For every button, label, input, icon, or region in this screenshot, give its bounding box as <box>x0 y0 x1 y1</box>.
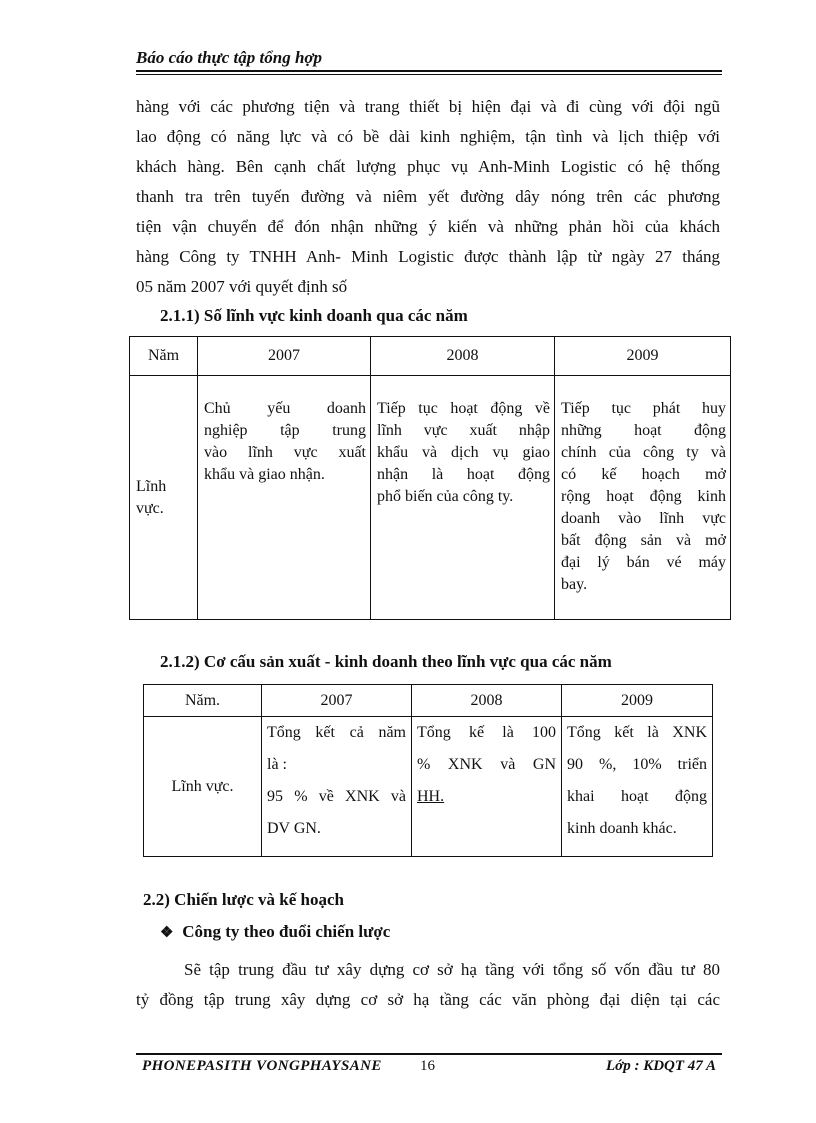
cell-line: khẩu và giao nhận. <box>204 466 325 483</box>
header-cell-2007: 2007 <box>198 337 371 376</box>
paragraph-line: khách hàng. Bên cạnh chất lượng phục vụ Anh-Minh Logistic có hệ thống <box>136 157 720 176</box>
page-footer <box>136 1058 722 1080</box>
cell-line: bất động sản và mở <box>561 532 726 549</box>
cell-line: Tiếp tục hoạt động về <box>377 400 550 417</box>
row-label-line: Lĩnh <box>136 477 167 495</box>
cell-2007 <box>262 717 412 857</box>
business-fields-table <box>129 336 731 620</box>
cell-line: khẩu và dịch vụ giao <box>377 444 550 461</box>
cell-line: 90 %, 10% triển <box>567 756 707 773</box>
cell-line: khai hoạt động <box>567 788 707 805</box>
footer-author: PHONEPASITH VONGPHAYSANE <box>142 1058 382 1074</box>
header-rule-thin <box>136 74 722 75</box>
header-rule-thick <box>136 70 722 72</box>
cell-line: phổ biến của công ty. <box>377 488 514 505</box>
cell-line: kinh doanh khác. <box>567 820 677 837</box>
row-label-line: vực. <box>136 499 164 517</box>
section-211-heading: 2.1.1) Số lĩnh vực kinh doanh qua các năm <box>160 306 468 325</box>
four-diamond-bullet-icon: ❖ <box>160 925 174 941</box>
header-cell-2007: 2007 <box>262 685 412 717</box>
paragraph-line: hàng với các phương tiện và trang thiết bị hiện đại và đi cùng với đội ngũ <box>136 97 720 116</box>
intro-paragraph <box>136 92 720 302</box>
paragraph-line: tiện vận chuyển để đón nhận những ý kiến và những phản hồi của khách <box>136 217 720 236</box>
paragraph-line: Sẽ tập trung đầu tư xây dựng cơ sở hạ tầng với tổng số vốn đầu tư 80 <box>184 960 720 979</box>
paragraph-line: 05 năm 2007 với quyết định số <box>136 277 348 296</box>
bullet-text: Công ty theo đuổi chiến lược <box>182 922 391 941</box>
header-cell-year: Năm <box>130 337 198 376</box>
cell-2007 <box>198 376 371 620</box>
cell-line: có kế hoạch mở <box>561 466 726 483</box>
header-cell-year: Năm. <box>144 685 262 717</box>
page-header-title: Báo cáo thực tập tổng hợp <box>136 48 323 67</box>
cell-line: Tổng kết là XNK <box>567 724 707 741</box>
header-cell-2008: 2008 <box>371 337 555 376</box>
header-cell-2009: 2009 <box>555 337 731 376</box>
cell-line: rộng hoạt động kinh <box>561 488 726 505</box>
cell-line: Tổng kế là 100 <box>417 724 556 741</box>
table-header-row <box>130 337 731 376</box>
table-header-row <box>144 685 713 717</box>
cell-line: doanh vào lĩnh vực <box>561 510 726 527</box>
cell-line: bay. <box>561 576 588 593</box>
cell-line: Tổng kết cả năm <box>267 724 406 741</box>
strategy-paragraph <box>136 955 720 1015</box>
cell-line: HH. <box>417 788 445 805</box>
footer-class: Lớp : KDQT 47 A <box>606 1058 716 1074</box>
cell-line: nhận là hoạt động <box>377 466 550 483</box>
cell-line: chính của công ty và <box>561 444 726 461</box>
section-22-heading: 2.2) Chiến lược và kế hoạch <box>143 890 344 909</box>
cell-2008 <box>412 717 562 857</box>
paragraph-line: hàng Công ty TNHH Anh- Minh Logistic được thành lập từ ngày 27 tháng <box>136 247 720 266</box>
cell-line: đại lý bán vé máy <box>561 554 726 571</box>
cell-line: % XNK và GN <box>417 756 556 773</box>
cell-line: DV GN. <box>267 820 321 837</box>
production-structure-table <box>143 684 713 857</box>
section-212-heading: 2.1.2) Cơ cấu sản xuất - kinh doanh theo lĩnh vực qua các năm <box>160 652 612 671</box>
page-number: 16 <box>420 1058 435 1074</box>
footer-rule <box>136 1053 722 1055</box>
header-cell-2009: 2009 <box>562 685 713 717</box>
cell-line: lĩnh vực xuất nhập <box>377 422 550 439</box>
row-label-cell: Lĩnh vực. <box>144 717 262 857</box>
cell-2008 <box>371 376 555 620</box>
table-row <box>130 376 731 620</box>
paragraph-line: lao động có năng lực và có bề dài kinh nghiệm, tận tình và lịch thiệp với <box>136 127 720 146</box>
cell-line: nghiệp tập trung <box>204 422 366 439</box>
row-label-cell <box>130 376 198 620</box>
cell-line: vào lĩnh vực xuất <box>204 444 366 461</box>
cell-line: những hoạt động <box>561 422 726 439</box>
cell-line: 95 % về XNK và <box>267 788 406 805</box>
table-row <box>144 717 713 857</box>
cell-line: Chủ yếu doanh <box>204 400 366 417</box>
cell-2009 <box>562 717 713 857</box>
cell-line: là : <box>267 756 287 773</box>
header-cell-2008: 2008 <box>412 685 562 717</box>
paragraph-line: thanh tra trên tuyến đường và niêm yết đường dây nóng trên các phương <box>136 187 720 206</box>
paragraph-line: tỷ đồng tập trung xây dựng cơ sở hạ tầng các văn phòng đại diện tại các <box>136 990 720 1009</box>
cell-line: Tiếp tục phát huy <box>561 400 726 417</box>
cell-2009 <box>555 376 731 620</box>
bullet-item <box>160 922 390 942</box>
